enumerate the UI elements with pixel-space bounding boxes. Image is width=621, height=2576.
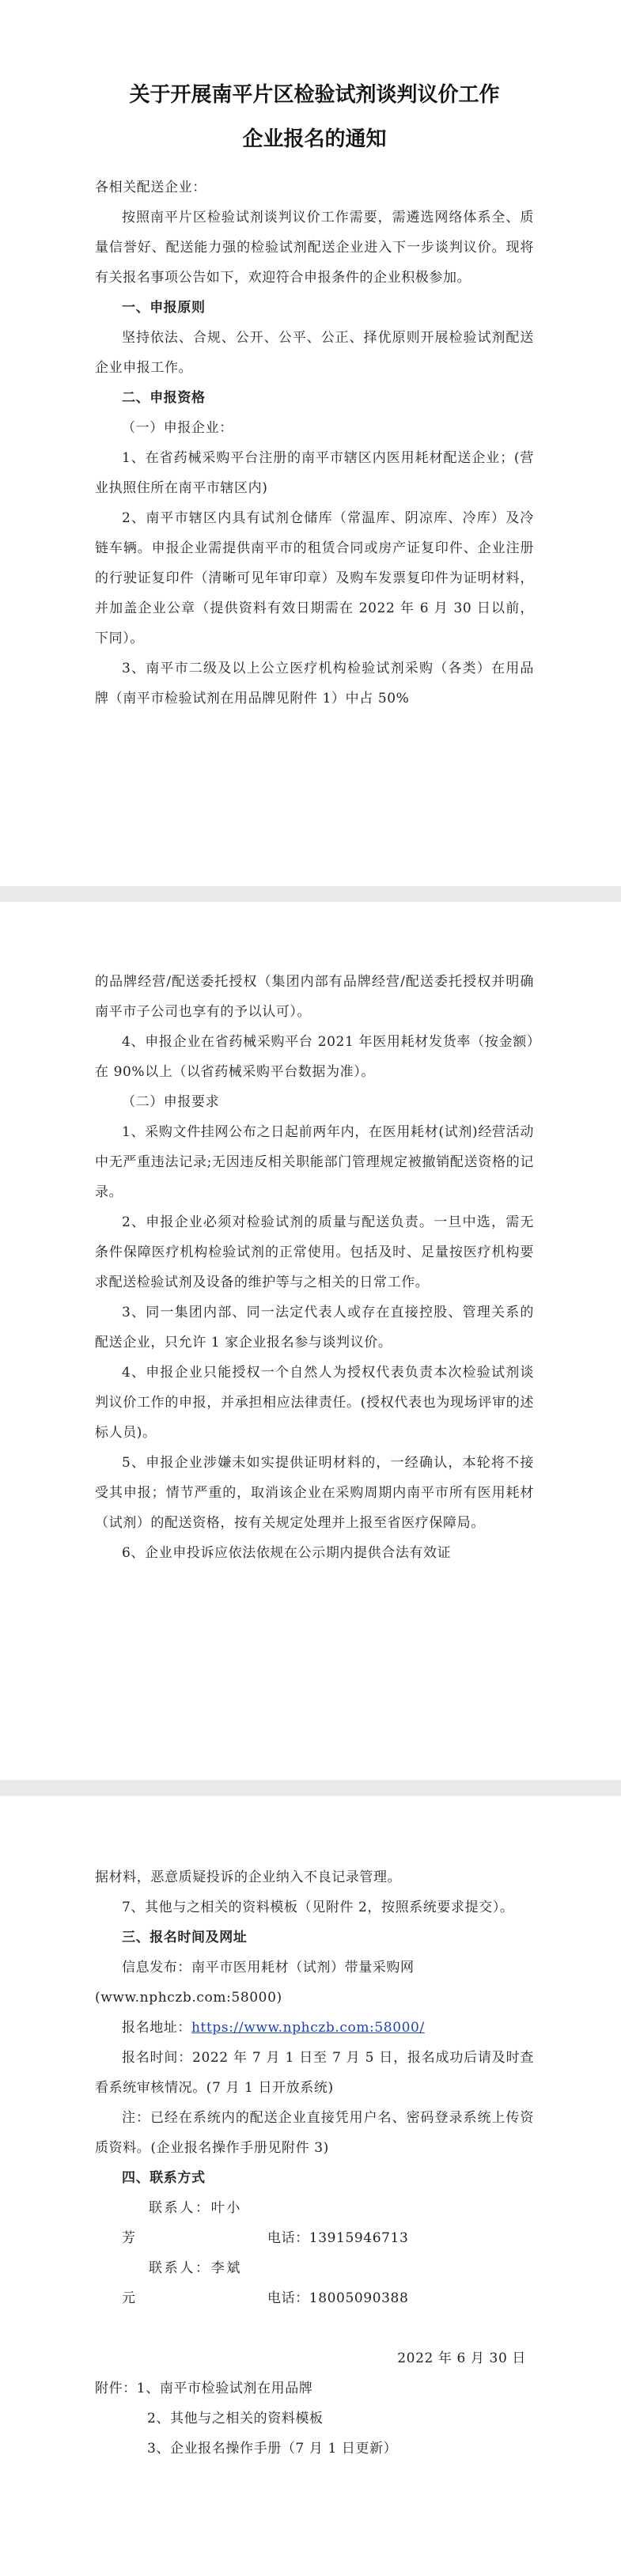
info-release-line-1: 信息发布：南平市医用耗材（试剂）带量采购网	[122, 1960, 415, 1976]
attachment-2: 2、其他与之相关的资料模板	[147, 2411, 324, 2426]
subsection-2-heading: （二）申报要求	[122, 1094, 220, 1110]
requirement-2: 2、申报企业必须对检验试剂的质量与配送负责。一旦中选，需无条件保障医疗机构检验试剂的正常使用。包括及时、足量按医疗机构要求配送检验试剂及设备的维护等与之相关的日常工作。	[95, 1214, 534, 1290]
requirement-5: 5、申报企业涉嫌未如实提供证明材料的，一经确认，本轮将不接受其申报；情节严重的，取消该企业在采购周期内南平市所有医用耗材（试剂）的配送资格，按有关规定处理并上报至省医疗保障局。	[95, 1455, 534, 1531]
section-4-heading: 四、联系方式	[122, 2170, 206, 2186]
document-title-line-1: 关于开展南平片区检验试剂谈判议价工作	[129, 83, 500, 107]
contact-2-name: 联系人：李斌元	[122, 2260, 240, 2306]
document-page-2	[0, 902, 621, 1780]
requirement-4: 4、申报企业只能授权一个自然人为授权代表负责本次检验试剂谈判议价工作的申报，并承担相应法律责任。(授权代表也为现场评审的述标人员)。	[95, 1365, 534, 1441]
document-title-line-2: 企业报名的通知	[242, 127, 387, 151]
subsection-1-heading: （一）申报企业：	[122, 420, 233, 436]
requirement-7: 7、其他与之相关的资料模板（见附件 2，按照系统要求提交）。	[122, 1900, 514, 1915]
qualification-item-2: 2、南平市辖区内具有试剂仓储库（常温库、阴凉库、冷库）及冷链车辆。申报企业需提供南平市的租赁合同或房产证复印件、企业注册的行驶证复印件（清晰可见年审印章）及购车发票复印件为证明材料，并加盖企业公章（提供资料有效日期需在 2022 年 6 月 30 日以前，下同）。	[95, 510, 534, 646]
qualification-item-3-part-2: 的品牌经营/配送委托授权（集团内部有品牌经营/配送委托授权并明确南平市子公司也享有的予以认可）。	[95, 974, 534, 1020]
contact-1-phone: 电话：13915946713	[267, 2230, 409, 2246]
qualification-item-4: 4、申报企业在省药械采购平台 2021 年医用耗材发货率（按金额）在 90%以上（以省药械采购平台数据为准）。	[95, 1034, 534, 1080]
registration-note: 注：已经在系统内的配送企业直接凭用户名、密码登录系统上传资质资料。(企业报名操作手册见附件 3)	[95, 2110, 534, 2156]
info-release-line-2: (www.nphczb.com:58000)	[95, 1990, 282, 2006]
contact-1-name: 联系人：叶小芳	[122, 2200, 240, 2246]
qualification-item-3-part-1: 3、南平市二级及以上公立医疗机构检验试剂采购（各类）在用品牌（南平市检验试剂在用品牌见附件 1）中占 50%	[95, 661, 534, 707]
registration-address	[95, 2013, 534, 2043]
document-date: 2022 年 6 月 30 日	[397, 2351, 526, 2366]
requirement-1: 1、采购文件挂网公布之日起前两年内，在医用耗材(试剂)经营活动中无严重违法记录;无因违反相关职能部门管理规定被撤销配送资格的记录。	[95, 1124, 534, 1200]
registration-time: 报名时间：2022 年 7 月 1 日至 7 月 5 日，报名成功后请及时查看系统审核情况。(7 月 1 日开放系统)	[95, 2050, 534, 2096]
attachment-3: 3、企业报名操作手册（7 月 1 日更新）	[147, 2441, 398, 2457]
intro-paragraph: 按照南平片区检验试剂谈判议价工作需要，需遴选网络体系全、质量信誉好、配送能力强的检验试剂配送企业进入下一步谈判议价。现将有关报名事项公告如下，欢迎符合申报条件的企业积极参加。	[95, 210, 534, 286]
registration-url-link[interactable]: https://www.nphczb.com:58000/	[191, 2020, 425, 2036]
salutation: 各相关配送企业：	[95, 180, 206, 195]
attachment-1: 附件：1、南平市检验试剂在用品牌	[95, 2381, 313, 2396]
requirement-3: 3、同一集团内部、同一法定代表人或存在直接控股、管理关系的配送企业，只允许 1 家企业报名参与谈判议价。	[95, 1305, 534, 1351]
qualification-item-1: 1、在省药械采购平台注册的南平市辖区内医用耗材配送企业；(营业执照住所在南平市辖区内)	[95, 450, 534, 496]
contact-2-phone: 电话：18005090388	[267, 2290, 409, 2306]
requirement-6-part-2: 据材料，恶意质疑投诉的企业纳入不良记录管理。	[95, 1869, 402, 1885]
contact-2	[95, 2253, 534, 2313]
page-gap	[0, 1780, 621, 1796]
requirement-6-part-1: 6、企业申投诉应依法依规在公示期内提供合法有效证	[122, 1545, 452, 1561]
section-1-text: 坚持依法、合规、公开、公平、公正、择优原则开展检验试剂配送企业申报工作。	[95, 330, 534, 376]
section-3-heading: 三、报名时间及网址	[122, 1930, 248, 1945]
section-2-heading: 二、申报资格	[122, 390, 206, 406]
document-page-3	[0, 1796, 621, 2576]
section-1-heading: 一、申报原则	[122, 300, 206, 316]
page-gap	[0, 886, 621, 902]
document-page-1	[0, 0, 621, 886]
registration-address-label: 报名地址：	[122, 2020, 191, 2036]
contact-1	[95, 2193, 534, 2253]
